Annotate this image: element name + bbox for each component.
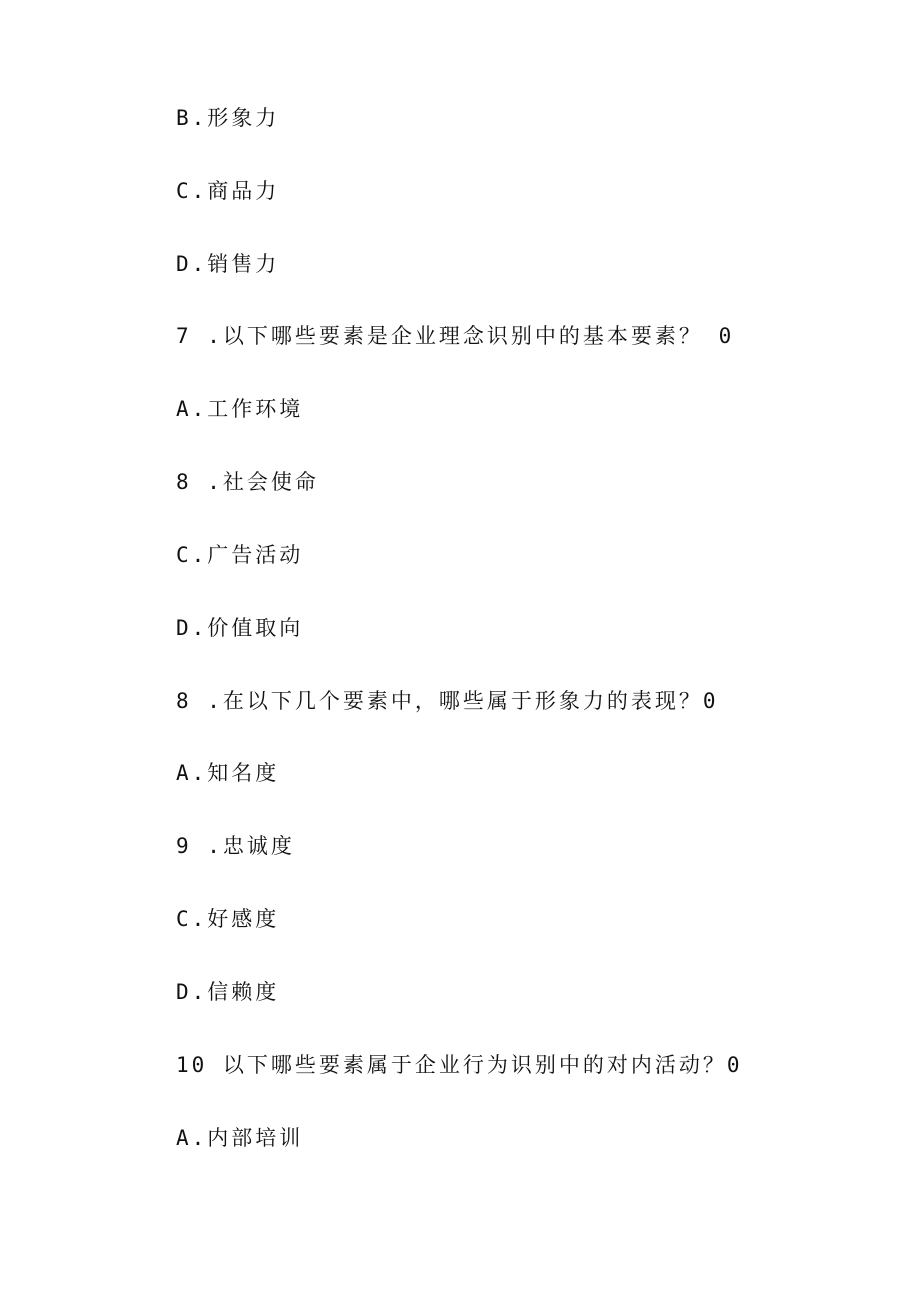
question-7: 7 .以下哪些要素是企业理念识别中的基本要素？ 0 bbox=[176, 324, 735, 348]
option-c-favorability: C.好感度 bbox=[176, 907, 280, 931]
option-d-value-orientation: D.价值取向 bbox=[176, 616, 304, 640]
option-c-advertising: C.广告活动 bbox=[176, 543, 304, 567]
option-social-mission: 8 .社会使命 bbox=[176, 470, 319, 494]
question-8: 8 .在以下几个要素中，哪些属于形象力的表现？0 bbox=[176, 689, 719, 713]
option-d-sales-power: D.销售力 bbox=[176, 252, 280, 276]
option-b-image-power: B.形象力 bbox=[176, 106, 280, 130]
option-c-product-power: C.商品力 bbox=[176, 179, 280, 203]
option-d-trust: D.信赖度 bbox=[176, 980, 280, 1004]
option-a-work-environment: A.工作环境 bbox=[176, 397, 304, 421]
option-a-internal-training: A.内部培训 bbox=[176, 1126, 304, 1150]
option-loyalty: 9 .忠诚度 bbox=[176, 834, 295, 858]
question-10: 10 以下哪些要素属于企业行为识别中的对内活动？0 bbox=[176, 1053, 743, 1077]
option-a-awareness: A.知名度 bbox=[176, 761, 280, 785]
